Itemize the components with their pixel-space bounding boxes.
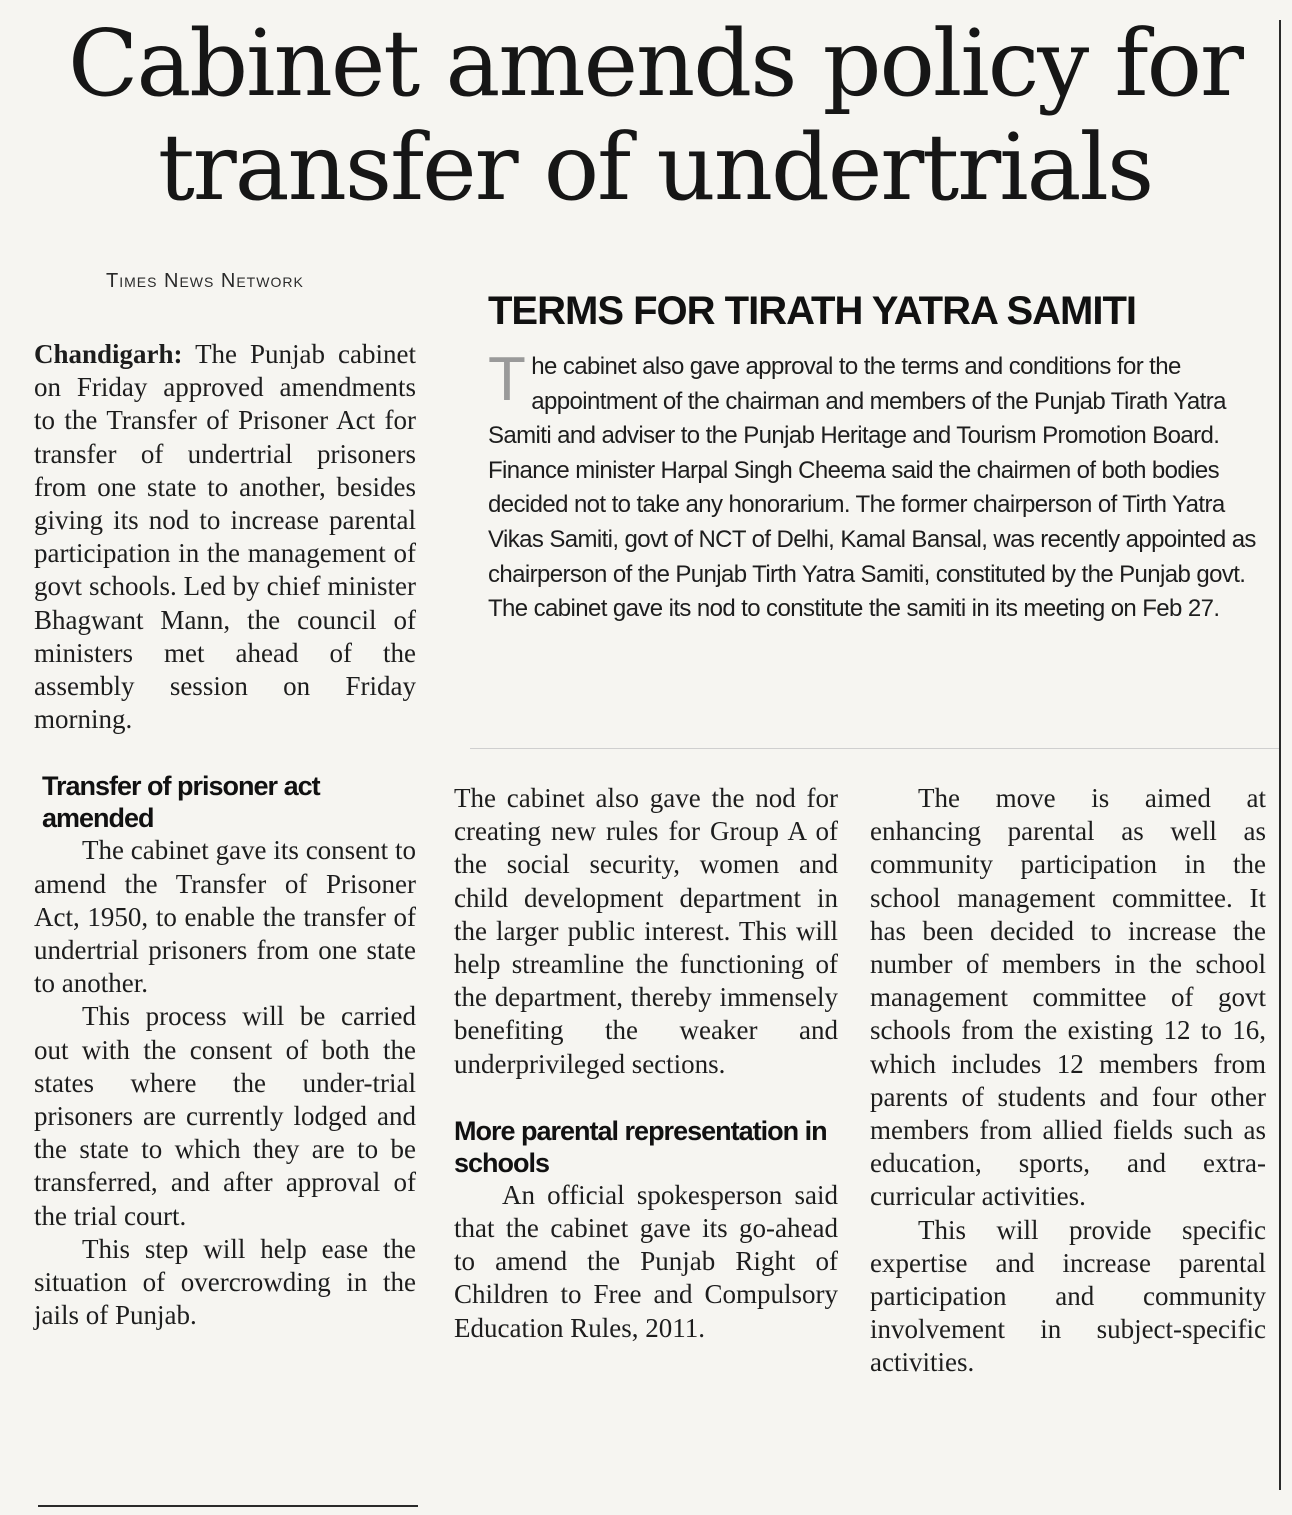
- subhead-prisoner-act: Transfer of prisoner act amended: [42, 771, 320, 834]
- article-column-3: [870, 782, 1266, 1380]
- box-title: TERMS FOR TIRATH YATRA SAMITI: [488, 289, 1137, 333]
- paragraph: The cabinet also gave the nod for creating new rules for Group A of the social security, women and child development department in the larger public interest. This will help streamline the functioning of the department, thereby immensely benefiting the weaker and underprivileged sections.: [454, 783, 838, 1079]
- headline: Cabinet amends policy for transfer of undertrials: [68, 10, 1242, 221]
- dateline: Chandigarh:: [34, 339, 183, 369]
- box-body-text: he cabinet also gave approval to the terms and conditions for the appointment of the chairman and members of the Punjab Tirath Yatra Samiti and adviser to the Punjab Heritage and Tourism Promotion Board. Finance minister Harpal Singh Cheema said the chairmen of both bodies decided not to take any honorarium. The former chairperson of Tirth Yatra Vikas Samiti, govt of NCT of Delhi, Kamal Bansal, was recently appointed as chairperson of the Punjab Tirth Yatra Samiti, constituted by the Punjab govt. The cabinet gave its nod to constitute the samiti in its meeting on Feb 27.: [488, 353, 1256, 623]
- drop-cap: T: [488, 345, 526, 414]
- box-body: [488, 345, 1258, 627]
- sidebar-box-tirath-yatra: [488, 286, 1258, 627]
- lead-text: The Punjab cabinet on Friday approved amendments to the Transfer of Prisoner Act for transfer of undertrial prisoners from one state to another, besides giving its nod to increase parental participation in the management of govt schools. Led by chief minister Bhagwant Mann, the council of ministers met ahead of the assembly session on Friday morning.: [34, 339, 416, 735]
- paragraph: The cabinet gave its consent to amend the Transfer of Prisoner Act, 1950, to enable the transfer of undertrial prisoners from one state to another.: [34, 835, 416, 999]
- article-column-1: [34, 338, 416, 1332]
- byline: Times News Network: [106, 270, 304, 292]
- box-divider: [470, 748, 1280, 749]
- paragraph: An official spokesperson said that the cabinet gave its go-ahead to amend the Punjab Right of Children to Free and Compulsory Education Rules, 2011.: [454, 1179, 838, 1343]
- article-column-2: [454, 782, 838, 1345]
- column-rule: [1279, 20, 1281, 1490]
- subhead-parental-representation: More parental representation in schools: [454, 1115, 827, 1178]
- paragraph: This step will help ease the situation of overcrowding in the jails of Punjab.: [34, 1233, 416, 1331]
- paragraph: This process will be carried out with the consent of both the states where the under-trial prisoners are currently lodged and the state to which they are to be transferred, and after approval of the trial court.: [34, 1001, 416, 1231]
- lead-paragraph: [34, 338, 416, 736]
- paragraph: This will provide specific expertise and increase parental participation and community involvement in subject-specific activities.: [870, 1214, 1266, 1378]
- paragraph: The move is aimed at enhancing parental as well as community participation in the school management committee. It has been decided to increase the number of members in the school management committee of govt schools from the existing 12 to 16, which includes 12 members from parents of students and four other members from allied fields such as education, sports, and extra-curricular activities.: [870, 783, 1266, 1212]
- bottom-rule: [38, 1505, 418, 1507]
